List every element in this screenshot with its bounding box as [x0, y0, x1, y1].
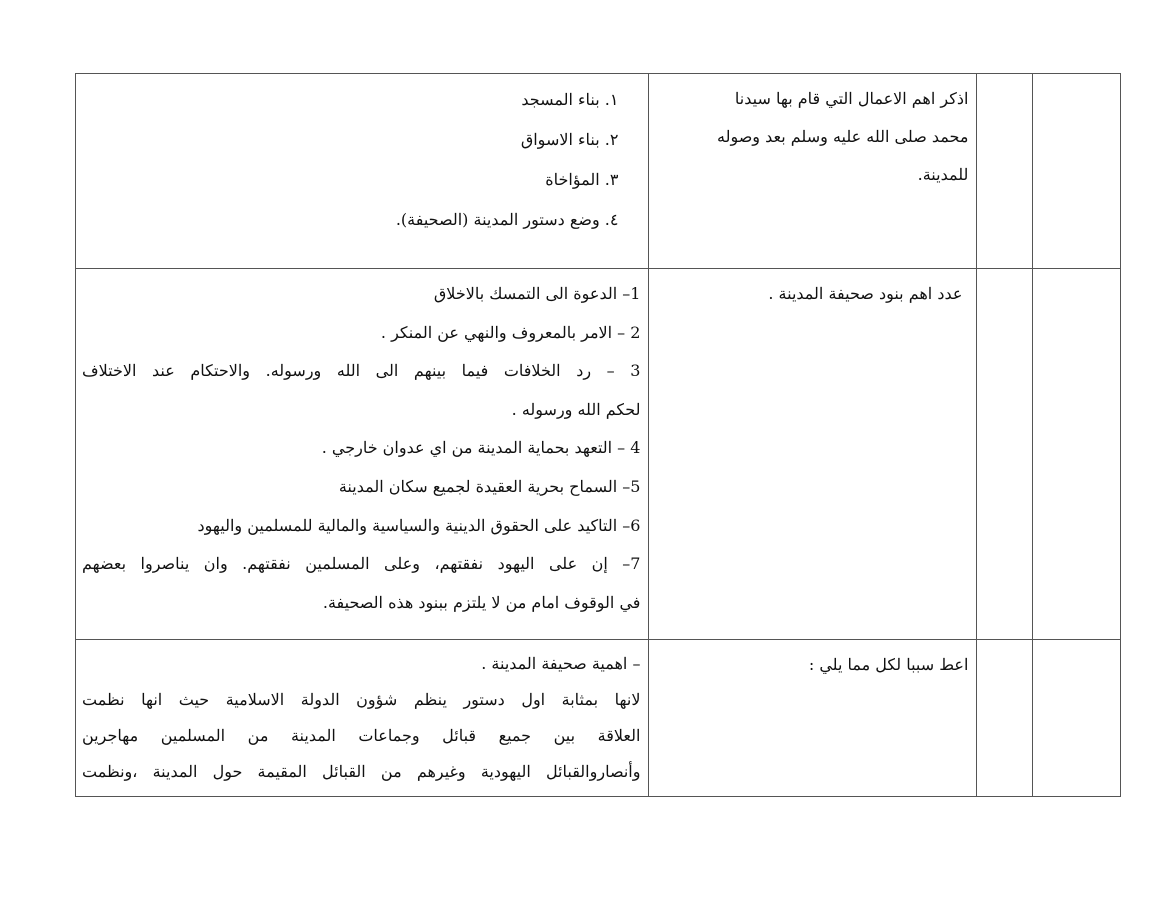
- answer-line: وأنصاروالقبائل اليهودية وغيرهم من القبائل المقيمة حول المدينة ،ونظمت: [82, 762, 641, 781]
- question-cell: [649, 74, 977, 269]
- empty-cell: [1033, 269, 1121, 640]
- answer-line: 3 – رد الخلافات فيما بينهم الى الله ورسوله. والاحتكام عند الاختلاف: [82, 361, 641, 381]
- answer-line: ٢. بناء الاسواق: [520, 130, 619, 149]
- empty-cell: [977, 269, 1033, 640]
- answer-line: 1– الدعوة الى التمسك بالاخلاق: [433, 284, 641, 303]
- answer-line: 6– التاكيد على الحقوق الدينية والسياسية والمالية للمسلمين واليهود: [197, 515, 641, 535]
- table-row: [76, 640, 1121, 797]
- answer-line: 5– السماح بحرية العقيدة لجميع سكان المدينة: [338, 476, 641, 496]
- question-cell: [649, 269, 977, 640]
- question-cell: [649, 640, 977, 797]
- answer-line: في الوقوف امام من لا يلتزم ببنود هذه الصحيفة.: [322, 592, 641, 612]
- empty-cell: [977, 74, 1033, 269]
- question-line: محمد صلى الله عليه وسلم بعد وصوله: [717, 127, 969, 146]
- answer-line: 2 – الامر بالمعروف والنهي عن المنكر .: [380, 322, 641, 342]
- worksheet-table: [75, 73, 1121, 797]
- answer-line: ١. بناء المسجد: [521, 90, 619, 109]
- answer-line: العلاقة بين جميع قبائل وجماعات المدينة من المسلمين مهاجرين: [82, 726, 641, 745]
- answer-line: لحكم الله ورسوله .: [511, 399, 641, 419]
- answer-cell: [76, 269, 649, 640]
- answer-line: 7– إن على اليهود نفقتهم، وعلى المسلمين نفقتهم. وان يناصروا بعضهم: [82, 554, 641, 574]
- question-line: للمدينة.: [917, 165, 969, 184]
- table-row: [76, 269, 1121, 640]
- empty-cell: [1033, 640, 1121, 797]
- empty-cell: [977, 640, 1033, 797]
- answer-line: ٤. وضع دستور المدينة (الصحيفة).: [395, 210, 619, 229]
- answer-cell: [76, 74, 649, 269]
- answer-line: ٣. المؤاخاة: [545, 170, 619, 189]
- question-line: عدد اهم بنود صحيفة المدينة .: [768, 284, 963, 303]
- answer-line: لانها بمثابة اول دستور ينظم شؤون الدولة الاسلامية حيث انها نظمت: [82, 690, 641, 709]
- question-line: اذكر اهم الاعمال التي قام بها سيدنا: [734, 89, 969, 108]
- empty-cell: [1033, 74, 1121, 269]
- answer-line: – اهمية صحيفة المدينة .: [481, 654, 641, 673]
- table-row: [76, 74, 1121, 269]
- question-line: اعط سببا لكل مما يلي :: [808, 655, 969, 674]
- answer-line: 4 – التعهد بحماية المدينة من اي عدوان خارجي .: [321, 438, 641, 458]
- answer-cell: [76, 640, 649, 797]
